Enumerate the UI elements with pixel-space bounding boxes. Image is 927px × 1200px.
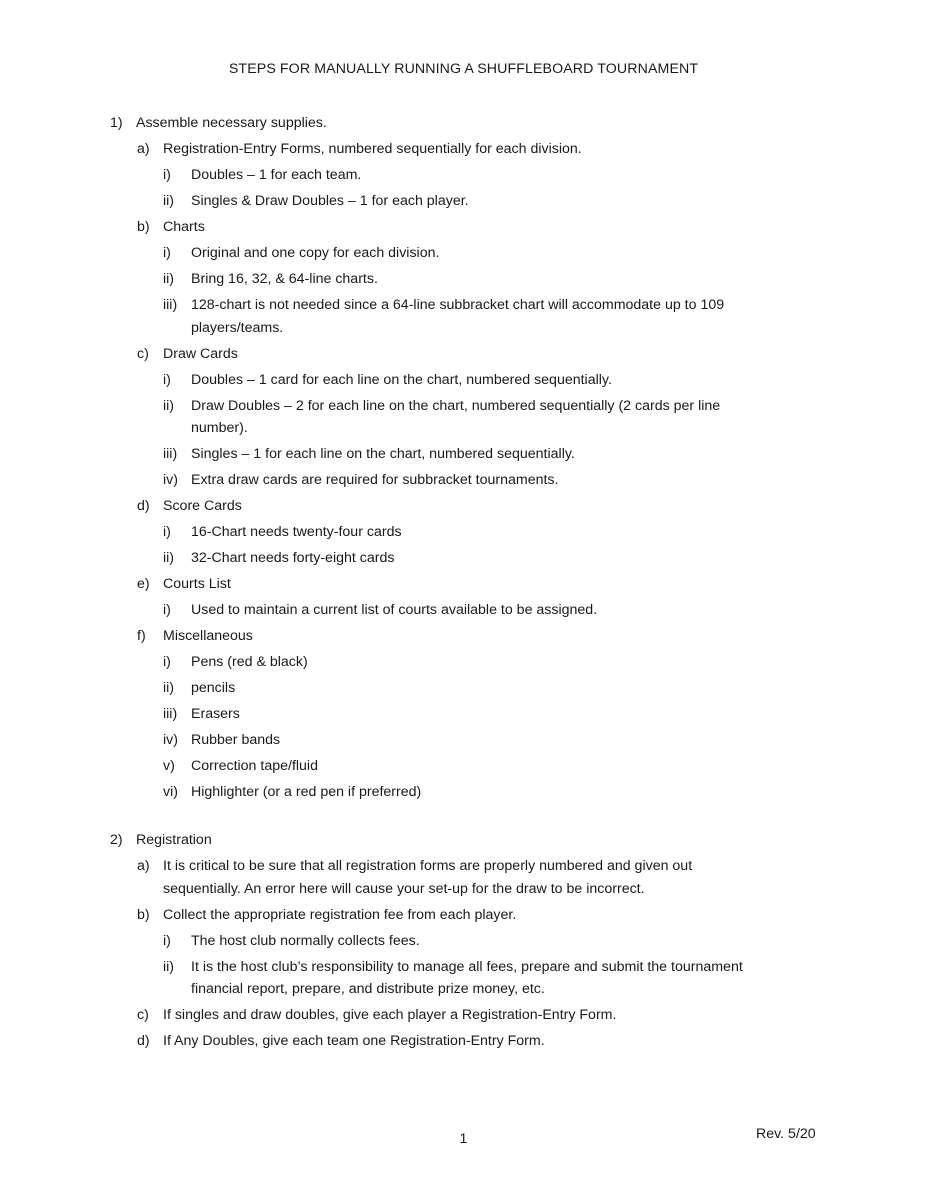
list-item-letter: d) (137, 498, 150, 514)
list-item-letter: b) (137, 906, 150, 923)
list-item-text: Collect the appropriate registration fee from each player. (163, 906, 517, 923)
section-title: Assemble necessary supplies. (136, 115, 327, 131)
section-number: 1) (110, 115, 123, 131)
sub-list-item-numeral: i) (163, 167, 171, 183)
list-item-letter: d) (137, 1033, 150, 1049)
sub-list-item-text: Correction tape/fluid (191, 758, 318, 774)
list-item-letter: a) (137, 141, 150, 157)
sub-list-item-numeral: i) (163, 654, 171, 670)
sub-list-item-text: 128-chart is not needed since a 64-line subbracket chart will accommodate up to 109 (191, 297, 725, 313)
sub-list-item-numeral: v) (163, 758, 175, 774)
sub-list-item-text: Draw Doubles – 2 for each line on the chart, numbered sequentially (2 cards per line (191, 397, 721, 414)
list-item-letter: c) (137, 345, 149, 362)
sub-list-item-text: Doubles – 1 card for each line on the chart, numbered sequentially. (191, 371, 612, 388)
sub-list-item-text: Pens (red & black) (191, 654, 308, 670)
sub-list-item-text: Used to maintain a current list of courts available to be assigned. (191, 602, 598, 618)
sub-list-item-numeral: iv) (163, 472, 178, 488)
sub-list-item-numeral: ii) (163, 680, 175, 696)
sub-list-item-numeral: iii) (163, 446, 178, 462)
list-item-text: Score Cards (163, 498, 242, 514)
list-item-text: It is critical to be sure that all registration forms are properly numbered and given out (163, 858, 693, 874)
list-item-text: If singles and draw doubles, give each player a Registration-Entry Form. (163, 1007, 617, 1023)
sub-list-item-numeral: ii) (163, 397, 175, 414)
section-title: Registration (136, 832, 212, 848)
list-item-text: Charts (163, 219, 205, 235)
sub-list-item-numeral: i) (163, 245, 171, 261)
sub-list-item-numeral: ii) (163, 550, 175, 566)
sub-list-item-text: Rubber bands (191, 732, 281, 748)
sub-list-item-text: Extra draw cards are required for subbracket tournaments. (191, 472, 559, 488)
section-number: 2) (110, 832, 123, 848)
list-item-letter: f) (137, 628, 146, 644)
sub-list-item-numeral: iii) (163, 706, 178, 722)
sub-list-item-text: Singles – 1 for each line on the chart, numbered sequentially. (191, 446, 575, 462)
sub-list-item-text: Erasers (191, 706, 240, 722)
document-title: STEPS FOR MANUALLY RUNNING A SHUFFLEBOARD TOURNAMENT (228, 61, 699, 77)
list-item-letter: c) (137, 1007, 149, 1023)
sub-list-item-numeral: ii) (163, 193, 175, 209)
sub-list-item-text: Bring 16, 32, & 64-line charts. (191, 271, 378, 287)
list-item-text: sequentially. An error here will cause your set-up for the draw to be incorrect. (163, 880, 645, 897)
sub-list-item-text: Singles & Draw Doubles – 1 for each player. (191, 193, 469, 209)
list-item-text: Miscellaneous (163, 628, 253, 644)
sub-list-item-text: financial report, prepare, and distribute prize money, etc. (191, 981, 545, 997)
sub-list-item-numeral: ii) (163, 958, 175, 975)
list-item-text: Draw Cards (163, 345, 238, 362)
page-number: 1 (459, 1131, 468, 1147)
sub-list-item-numeral: i) (163, 932, 171, 949)
sub-list-item-text: Highlighter (or a red pen if preferred) (191, 784, 422, 800)
list-item-text: Registration-Entry Forms, numbered sequentially for each division. (163, 141, 582, 157)
sub-list-item-text: number). (191, 420, 248, 436)
list-item-letter: e) (137, 576, 150, 592)
sub-list-item-text: 32-Chart needs forty-eight cards (191, 550, 395, 566)
sub-list-item-numeral: i) (163, 602, 171, 618)
sub-list-item-text: The host club normally collects fees. (191, 932, 420, 949)
sub-list-item-numeral: i) (163, 524, 171, 540)
sub-list-item-text: 16-Chart needs twenty-four cards (191, 524, 402, 540)
sub-list-item-numeral: iii) (163, 297, 178, 313)
sub-list-item-text: It is the host club’s responsibility to manage all fees, prepare and submit the tournament (191, 958, 743, 975)
list-item-letter: a) (137, 858, 150, 874)
list-item-text: Courts List (163, 576, 231, 592)
sub-list-item-numeral: ii) (163, 271, 175, 287)
sub-list-item-numeral: vi) (163, 784, 178, 800)
revision-label: Rev. 5/20 (756, 1126, 816, 1142)
sub-list-item-text: players/teams. (191, 319, 284, 336)
sub-list-item-numeral: iv) (163, 732, 178, 748)
sub-list-item-text: Original and one copy for each division. (191, 245, 440, 261)
sub-list-item-numeral: i) (163, 371, 171, 388)
list-item-text: If Any Doubles, give each team one Registration-Entry Form. (163, 1033, 545, 1049)
sub-list-item-text: Doubles – 1 for each team. (191, 167, 362, 183)
list-item-letter: b) (137, 219, 150, 235)
sub-list-item-text: pencils (191, 680, 236, 696)
